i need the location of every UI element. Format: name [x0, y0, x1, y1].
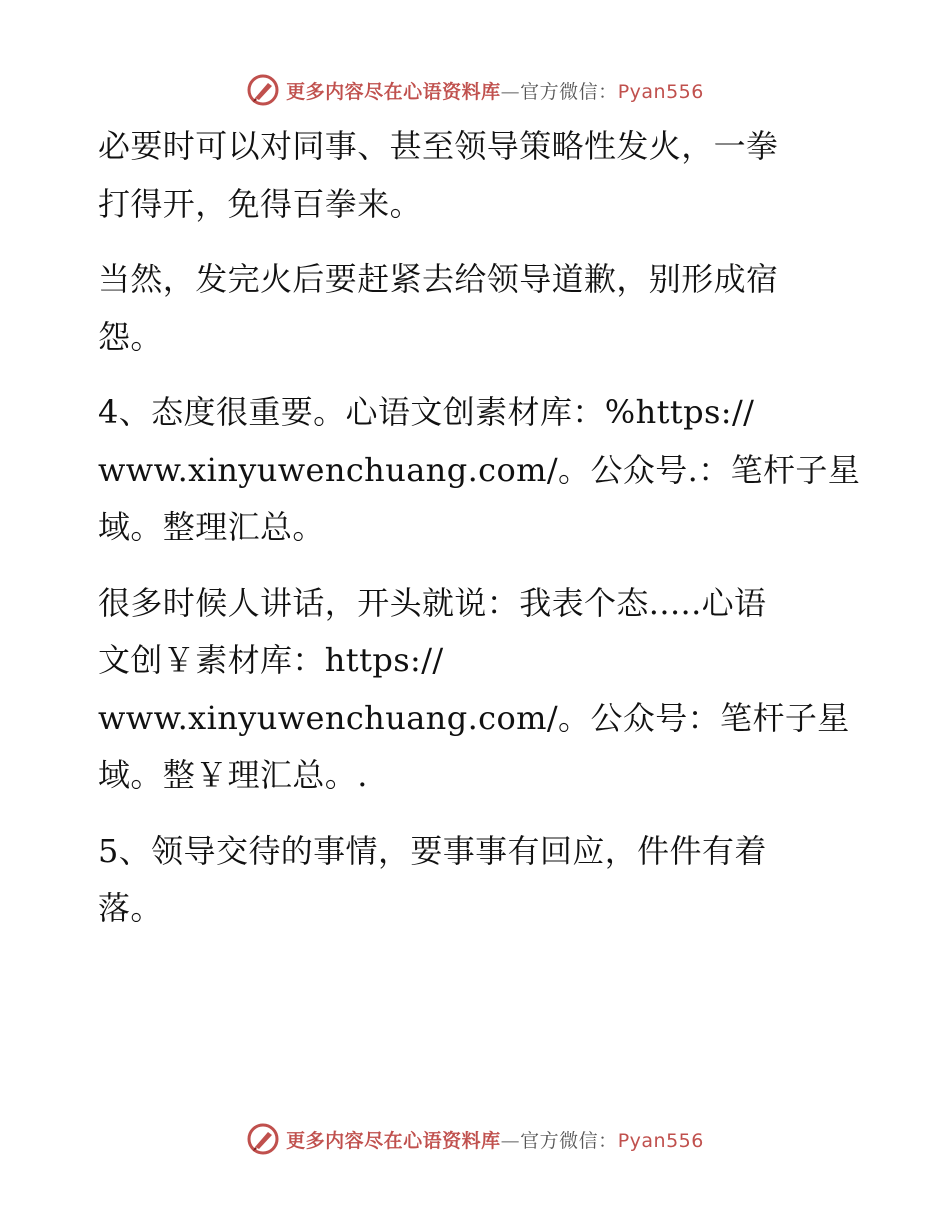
footer-text — [286, 1126, 704, 1153]
paragraph-line: 4、态度很重要。心语文创素材库：%https:// — [98, 393, 755, 431]
paragraph — [98, 384, 861, 557]
paragraph-line: 很多时候人讲话，开头就说：我表个态.....心语 — [98, 583, 767, 622]
header-wechat-label: 官方微信： — [520, 80, 618, 103]
header-dash: — — [500, 80, 521, 103]
footer-wechat-label: 官方微信： — [520, 1129, 618, 1152]
paragraph-line: 当然，发完火后要赶紧去给领导道歉，别形成宿 — [98, 260, 779, 298]
paragraph — [98, 251, 858, 366]
paragraph-line: 域。整理汇总。 — [98, 508, 325, 546]
footer-banner — [0, 1119, 950, 1159]
header-lead: 更多内容尽在心语资料库 — [286, 80, 501, 103]
paragraph-line: 文创￥素材库：https:// — [98, 641, 444, 679]
paragraph-line: 打得开，免得百拳来。 — [98, 184, 423, 223]
paragraph — [98, 118, 858, 233]
header-banner — [0, 70, 950, 110]
footer-wechat-id: Pyan556 — [617, 1129, 704, 1152]
paragraph-line: 域。整￥理汇总。. — [98, 756, 368, 794]
paragraph-line: 怨。 — [98, 317, 163, 356]
paragraph-line: www.xinyuwenchuang.com/。公众号：笔杆子星 — [98, 698, 850, 737]
paragraph-line: 必要时可以对同事、甚至领导策略性发火，一拳 — [98, 127, 779, 165]
paragraph-line: www.xinyuwenchuang.com/。公众号.：笔杆子星 — [98, 450, 861, 489]
footer-lead: 更多内容尽在心语资料库 — [286, 1129, 501, 1152]
footer-dash: — — [500, 1129, 521, 1152]
paragraph-line: 落。 — [98, 889, 163, 927]
pen-logo-icon — [246, 73, 280, 107]
paragraph — [98, 823, 858, 938]
header-text — [286, 77, 704, 104]
paragraph — [98, 575, 858, 805]
body-content — [98, 118, 861, 956]
header-wechat-id: Pyan556 — [617, 80, 704, 103]
paragraph-line: 5、领导交待的事情，要事事有回应，件件有着 — [98, 831, 767, 870]
pen-logo-icon — [246, 1122, 280, 1156]
